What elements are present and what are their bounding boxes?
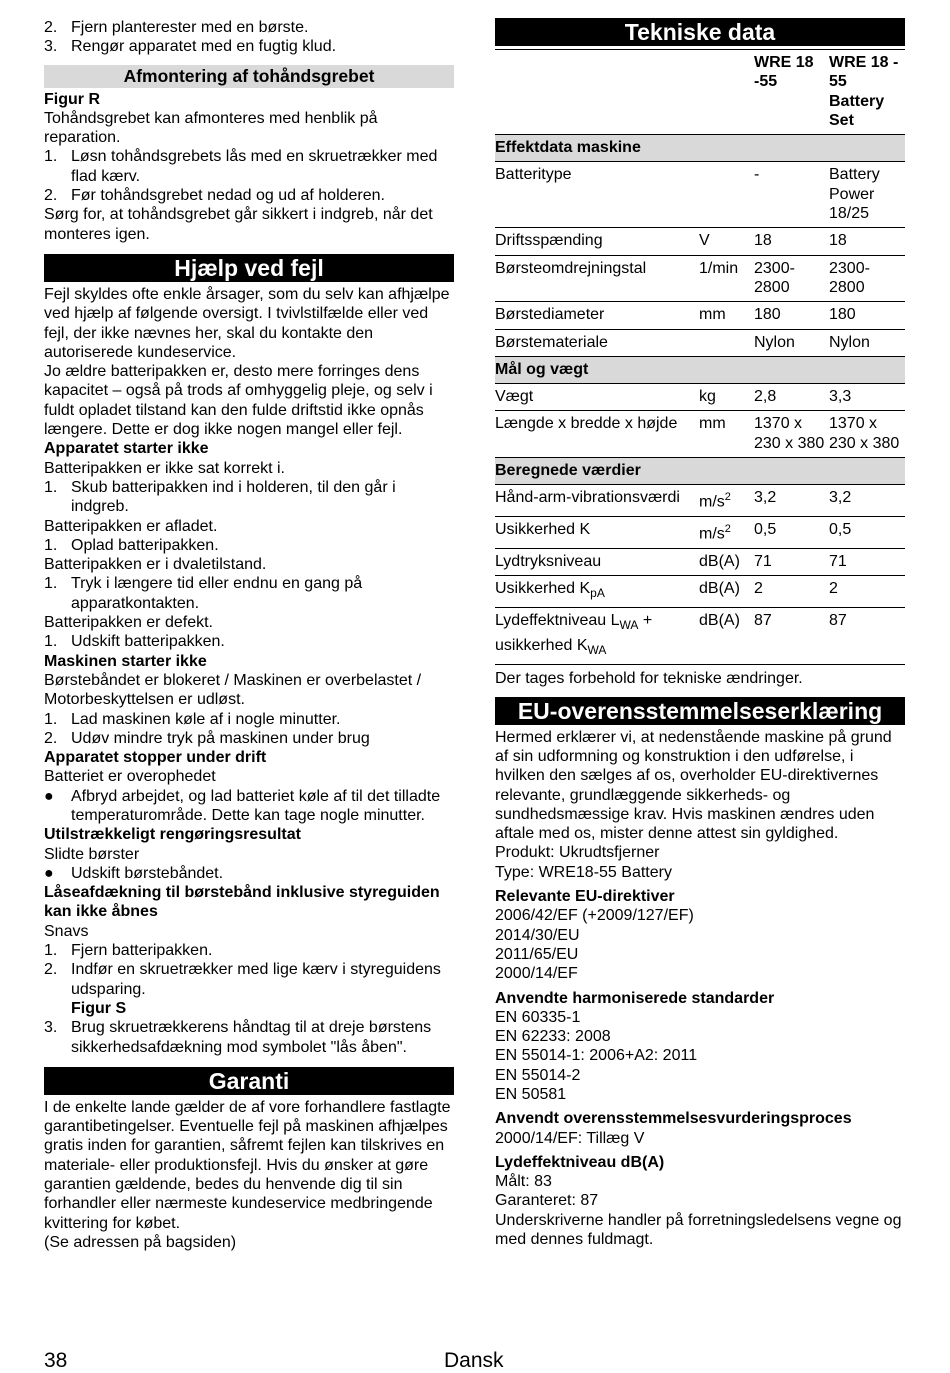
list-item: 2. Udøv mindre tryk på maskinen under brug [44,729,370,747]
table-group-row [495,356,905,383]
row-value: 3,2 [829,485,905,517]
right-column [495,18,905,1249]
list-item: 1. Udskift batteripakken. [44,633,225,651]
row-value: Nylon [754,329,829,356]
row-unit: dB(A) [699,575,754,607]
directive: 2000/14/EF [495,965,578,983]
group-label: Effektdata maskine [495,135,905,162]
bullet-item: ● Udskift børstebåndet. [44,864,224,882]
eu-heading: Anvendte harmoniserede standarder [495,989,775,1007]
fault-cause: Batteriet er overophedet [44,768,216,786]
paragraph: (Se adressen på bagsiden) [44,1233,237,1251]
row-value: Battery Power 18/25 [829,162,905,228]
paragraph: I de enkelte lande gælder de af vore forhandlere fastlagte garantibetingelser. Eventuelle fejl på maskinen afhjælpes gratis inden for garantien, såfremt fejlen kan tilskrives en materiale- eller produktionsfejl. Hvis du ønsker at gøre garantien gældende, bedes du henvende dig til sin forhandler eller nærmeste kundeservice medbringende kvittering for købet. [44,1098,451,1232]
row-value: 180 [829,302,905,329]
table-row [495,228,905,255]
table-row [495,485,905,517]
paragraph: Jo ældre batteripakken er, desto mere forringes dens kapacitet – også på trods af omhyggelig pleje, og selv i fuldt opladet tilstand kan den fulde driftstid ikke opnås længere. Dette er dog ikke nogen mangel eller fejl. [44,363,433,439]
row-value: 71 [754,548,829,575]
row-value: 87 [829,608,905,665]
list-item: 2. Indfør en skruetrækker med lige kærv i styreguidens udsparing. [44,961,441,998]
row-value: 1370 x 230 x 380 [754,411,829,458]
row-value: 2300-2800 [754,255,829,302]
section-heading-garanti: Garanti [44,1067,454,1095]
table-row [495,329,905,356]
fault-cause: Børstebåndet er blokeret / Maskinen er overbelastet / Motorbeskyttelsen er udløst. [44,671,422,709]
guaranteed-value: Garanteret: 87 [495,1192,599,1210]
row-unit: 1/min [699,255,754,302]
row-value: - [754,162,829,228]
row-label: Børsteomdrejningstal [495,255,699,302]
section-heading-eu: EU-overensstemmelseserklæring [495,697,905,725]
row-label: Driftsspænding [495,228,699,255]
footer-language: Dansk [444,1349,504,1372]
row-unit: $m/s^2$ [699,516,754,548]
row-value: 2 [829,575,905,607]
section-heading-afmontering: Afmontering af tohåndsgrebet [44,65,454,88]
fault-heading: Låseafdækning til børstebånd inklusive styreguiden kan ikke åbnes [44,884,440,921]
fault-cause: Snavs [44,922,89,940]
row-value: 3,2 [754,485,829,517]
paragraph: Tohåndsgrebet kan afmonteres med henblik på reparation. [44,109,378,147]
table-row [495,411,905,458]
table-row [495,384,905,411]
paragraph: Fejl skyldes ofte enkle årsager, som du selv kan afhjælpe ved hjælp af følgende oversigt. I tvivlstilfælde eller ved fejl, der ikke nævnes her, skal du kontakte den autoriserede kundeservice. [44,285,450,361]
eu-heading: Relevante EU-direktiver [495,888,675,906]
row-label: Hånd-arm-vibrationsværdi [495,485,699,517]
list-item: 3. Brug skruetrækkerens håndtag til at dreje børstens sikkerhedsafdækning mod symbolet "lås åben". [44,1019,432,1056]
row-label: Lydeffektniveau $L_{WA}$ + usikkerhed $K_{WA}$ [495,608,699,665]
figure-ref: Figur S [71,999,127,1017]
row-unit: dB(A) [699,608,754,665]
row-unit: mm [699,302,754,329]
signature-note: Underskriverne handler på forretningsledelsens vegne og med dennes fuldmagt. [495,1211,902,1249]
standard: EN 62233: 2008 [495,1028,611,1046]
row-value: 2,8 [754,384,829,411]
row-value: 18 [829,228,905,255]
table-row [495,548,905,575]
bullet-item: ● Afbryd arbejdet, og lad batteriet køle af til det tilladte temperaturområde. Dette kan tage nogle minutter. [44,787,441,824]
row-value: 3,3 [829,384,905,411]
list-item: 1. Løsn tohåndsgrebets lås med en skruetrækker med flad kærv. [44,148,438,185]
row-label: Batteritype [495,162,699,228]
fault-heading: Apparatet starter ikke [44,440,209,458]
row-value: 71 [829,548,905,575]
row-value: 18 [754,228,829,255]
measured-value: Målt: 83 [495,1173,552,1191]
row-unit: mm [699,411,754,458]
type-line: Type: WRE18-55 Battery [495,863,672,881]
tech-note: Der tages forbehold for tekniske ændringer. [495,670,803,688]
eu-heading: Lydeffektniveau dB(A) [495,1153,665,1171]
list-item: 1. Tryk i længere tid eller endnu en gang på apparatkontakten. [44,575,363,612]
directive: 2011/65/EU [495,945,579,963]
directive: 2014/30/EU [495,926,580,944]
group-label: Beregnede værdier [495,458,905,485]
row-label: Længde x bredde x højde [495,411,699,458]
list-item: 1. Oplad batteripakken. [44,536,219,554]
list-item: 2. Fjern planterester med en børste. [44,19,309,36]
group-label: Mål og vægt [495,356,905,383]
list-item: 1. Skub batteripakken ind i holderen, til den går i indgreb. [44,478,396,516]
bullet-icon: ● [44,787,54,805]
list-item: 2. Før tohåndsgrebet nedad og ud af holderen. [44,187,385,205]
row-value: 0,5 [829,516,905,548]
fault-cause: Batteripakken er ikke sat korrekt i. [44,459,285,477]
row-value: 87 [754,608,829,665]
directive: 2006/42/EF (+2009/127/EF) [495,907,694,925]
table-row [495,255,905,302]
column-header: WRE 18 - 55 Battery Set [829,50,905,135]
table-header-row [495,50,905,135]
row-unit: $m/s^2$ [699,485,754,517]
row-label: Usikkerhed $K_{pA}$ [495,575,699,607]
fault-heading: Utilstrækkeligt rengøringsresultat [44,826,301,844]
tech-data-table [495,49,905,665]
fault-cause: Slidte børster [44,845,140,863]
standard: EN 60335-1 [495,1008,581,1026]
row-label: Usikkerhed K [495,516,699,548]
standard: EN 55014-1: 2006+A2: 2011 [495,1047,698,1065]
table-group-row [495,135,905,162]
standard: EN 50581 [495,1085,567,1103]
row-unit: dB(A) [699,548,754,575]
bullet-icon: ● [44,864,54,882]
row-unit [699,162,754,228]
table-row [495,162,905,228]
row-label: Børstediameter [495,302,699,329]
paragraph: Hermed erklærer vi, at nedenstående maskine på grund af sin udformning og konstruktion i den udførelse, i hvilken den sælges af os, overholder EU-direktivernes relevante, grundlæggende sikkerheds- og sundhedsmæssige krav. Hvis maskinen ændres uden aftale med os, mister denne attest sin gyldighed. [495,728,892,843]
row-value: Nylon [829,329,905,356]
table-row [495,608,905,665]
row-value: 1370 x 230 x 380 [829,411,905,458]
row-value: 0,5 [754,516,829,548]
product-line: Produkt: Ukrudtsfjerner [495,844,660,862]
left-column [44,18,454,1252]
row-value: 2 [754,575,829,607]
eu-heading: Anvendt overensstemmelsesvurderingsproces [495,1110,852,1128]
fault-heading: Apparatet stopper under drift [44,749,267,767]
table-group-row [495,458,905,485]
list-item: 1. Lad maskinen køle af i nogle minutter. [44,710,341,728]
fault-cause: Batteripakken er afladet. [44,517,218,535]
list-item: 3. Rengør apparatet med en fugtig klud. [44,38,337,56]
row-unit: V [699,228,754,255]
row-label: Vægt [495,384,699,411]
section-heading-hjaelp: Hjælp ved fejl [44,254,454,282]
list-item: 1. Fjern batteripakken. [44,942,213,960]
row-label: Børstemateriale [495,329,699,356]
row-value: 180 [754,302,829,329]
table-row [495,516,905,548]
row-unit: kg [699,384,754,411]
row-label: Lydtryksniveau [495,548,699,575]
figure-ref: Figur R [44,90,100,108]
standard: EN 55014-2 [495,1066,581,1084]
procedure: 2000/14/EF: Tillæg V [495,1129,645,1147]
fault-cause: Batteripakken er i dvaletilstand. [44,556,267,574]
page-number: 38 [44,1349,68,1372]
table-row [495,302,905,329]
column-header: WRE 18 -55 [754,50,829,135]
row-value: 2300-2800 [829,255,905,302]
fault-cause: Batteripakken er defekt. [44,614,213,632]
row-unit [699,329,754,356]
fault-heading: Maskinen starter ikke [44,652,207,670]
paragraph: Sørg for, at tohåndsgrebet går sikkert i indgreb, når det monteres igen. [44,206,433,243]
section-heading-tekniske: Tekniske data [495,18,905,46]
table-row [495,575,905,607]
